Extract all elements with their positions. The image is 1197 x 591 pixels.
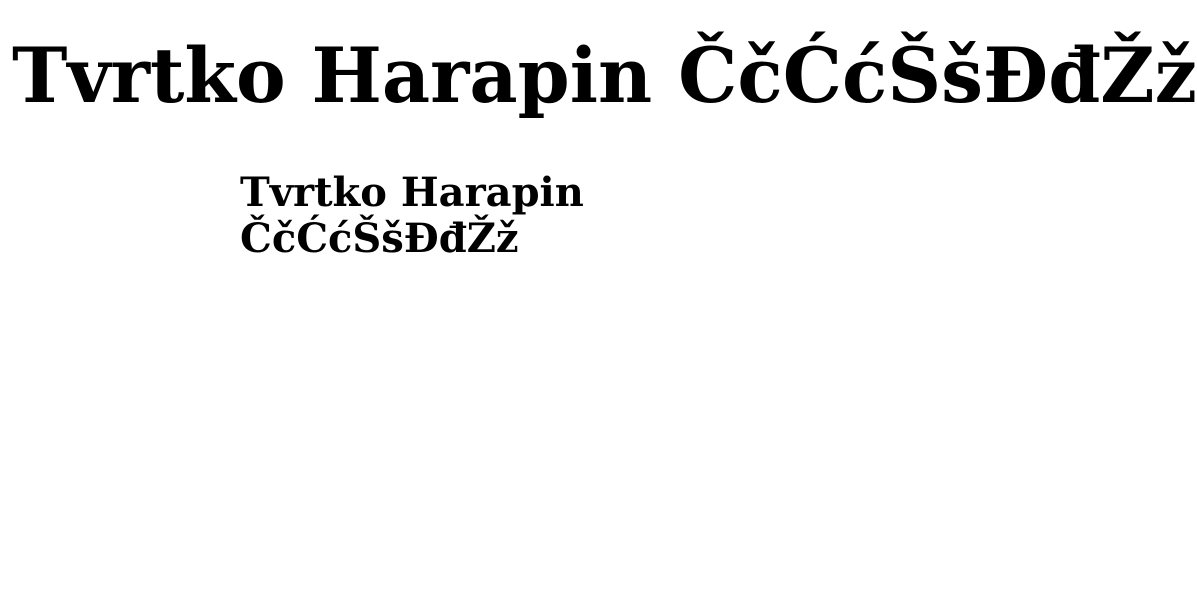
small-sample-diacritics: ČčĆćŠšĐđŽž xyxy=(240,215,519,262)
large-sample-text: Tvrtko Harapin ČčĆćŠšĐđŽž xyxy=(12,31,1197,120)
small-sample-block xyxy=(240,170,584,262)
small-sample-name: Tvrtko Harapin xyxy=(240,169,584,216)
